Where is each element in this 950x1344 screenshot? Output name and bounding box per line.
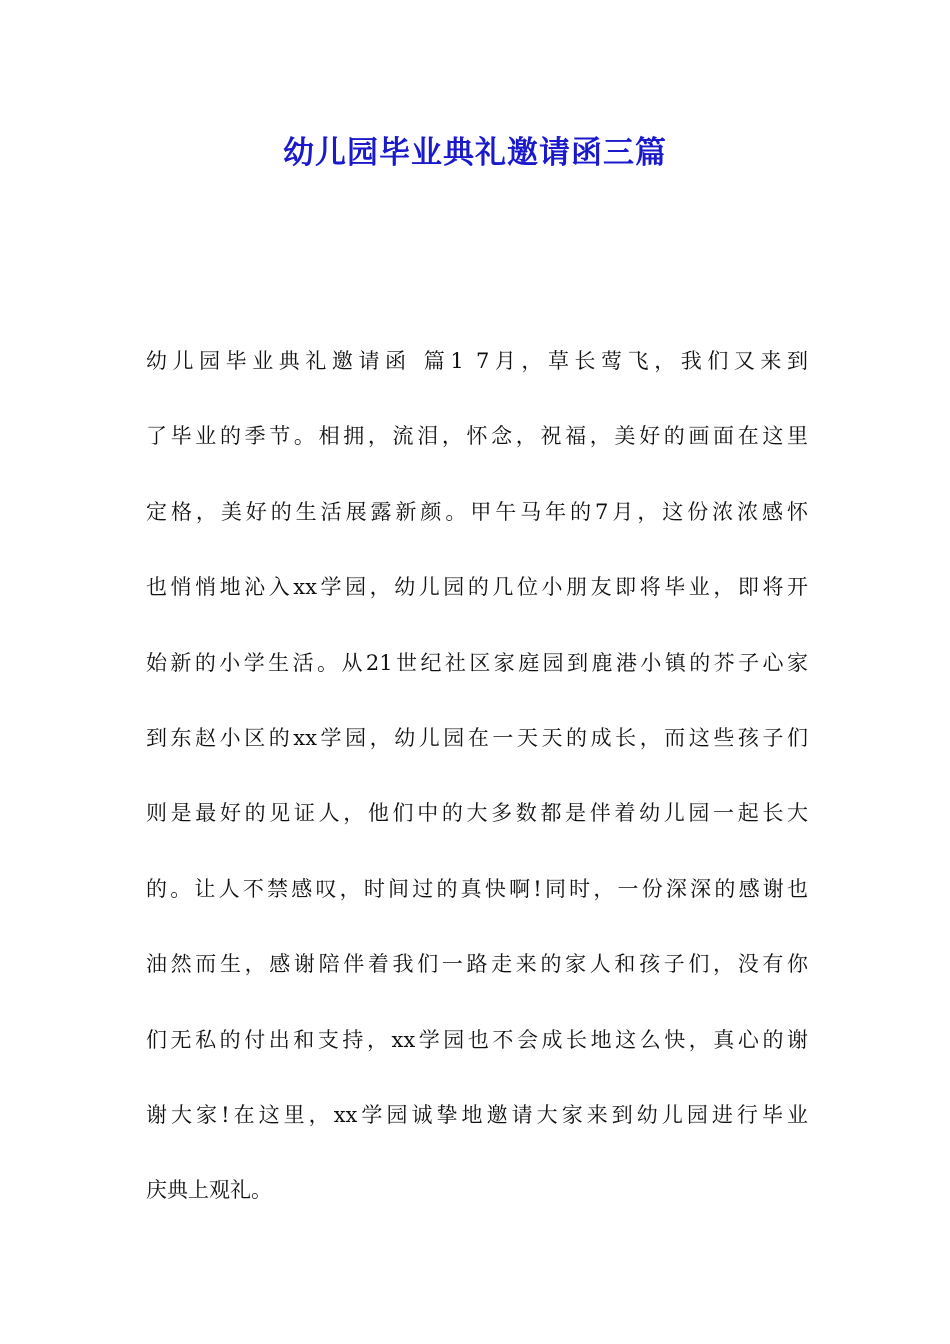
body-line: 定格，美好的生活展露新颜。甲午马年的7月，这份浓浓感怀 [146, 499, 808, 524]
body-line: 则是最好的见证人，他们中的大多数都是伴着幼儿园一起长大 [146, 801, 808, 826]
body-line: 庆典上观礼。 [146, 1178, 272, 1203]
body-line: 幼儿园毕业典礼邀请函 篇1 7月，草长莺飞，我们又来到 [146, 349, 808, 373]
body-line: 的。让人不禁感叹，时间过的真快啊!同时，一份深深的感谢也 [146, 876, 808, 901]
body-line: 也悄悄地沁入xx学园，幼儿园的几位小朋友即将毕业，即将开 [146, 575, 808, 600]
body-line: 们无私的付出和支持，xx学园也不会成长地这么快，真心的谢 [146, 1027, 808, 1052]
body-line: 到东赵小区的xx学园，幼儿园在一天天的成长，而这些孩子们 [146, 725, 808, 750]
document-title: 幼儿园毕业典礼邀请函三篇 [283, 135, 667, 171]
body-line: 谢大家!在这里，xx学园诚挚地邀请大家来到幼儿园进行毕业 [146, 1102, 808, 1127]
body-line: 始新的小学生活。从21世纪社区家庭园到鹿港小镇的芥子心家 [146, 650, 808, 675]
document-body [146, 336, 808, 1241]
body-line: 了毕业的季节。相拥，流泪，怀念，祝福，美好的画面在这里 [146, 424, 808, 449]
body-line: 油然而生，感谢陪伴着我们一路走来的家人和孩子们，没有你 [146, 952, 808, 977]
